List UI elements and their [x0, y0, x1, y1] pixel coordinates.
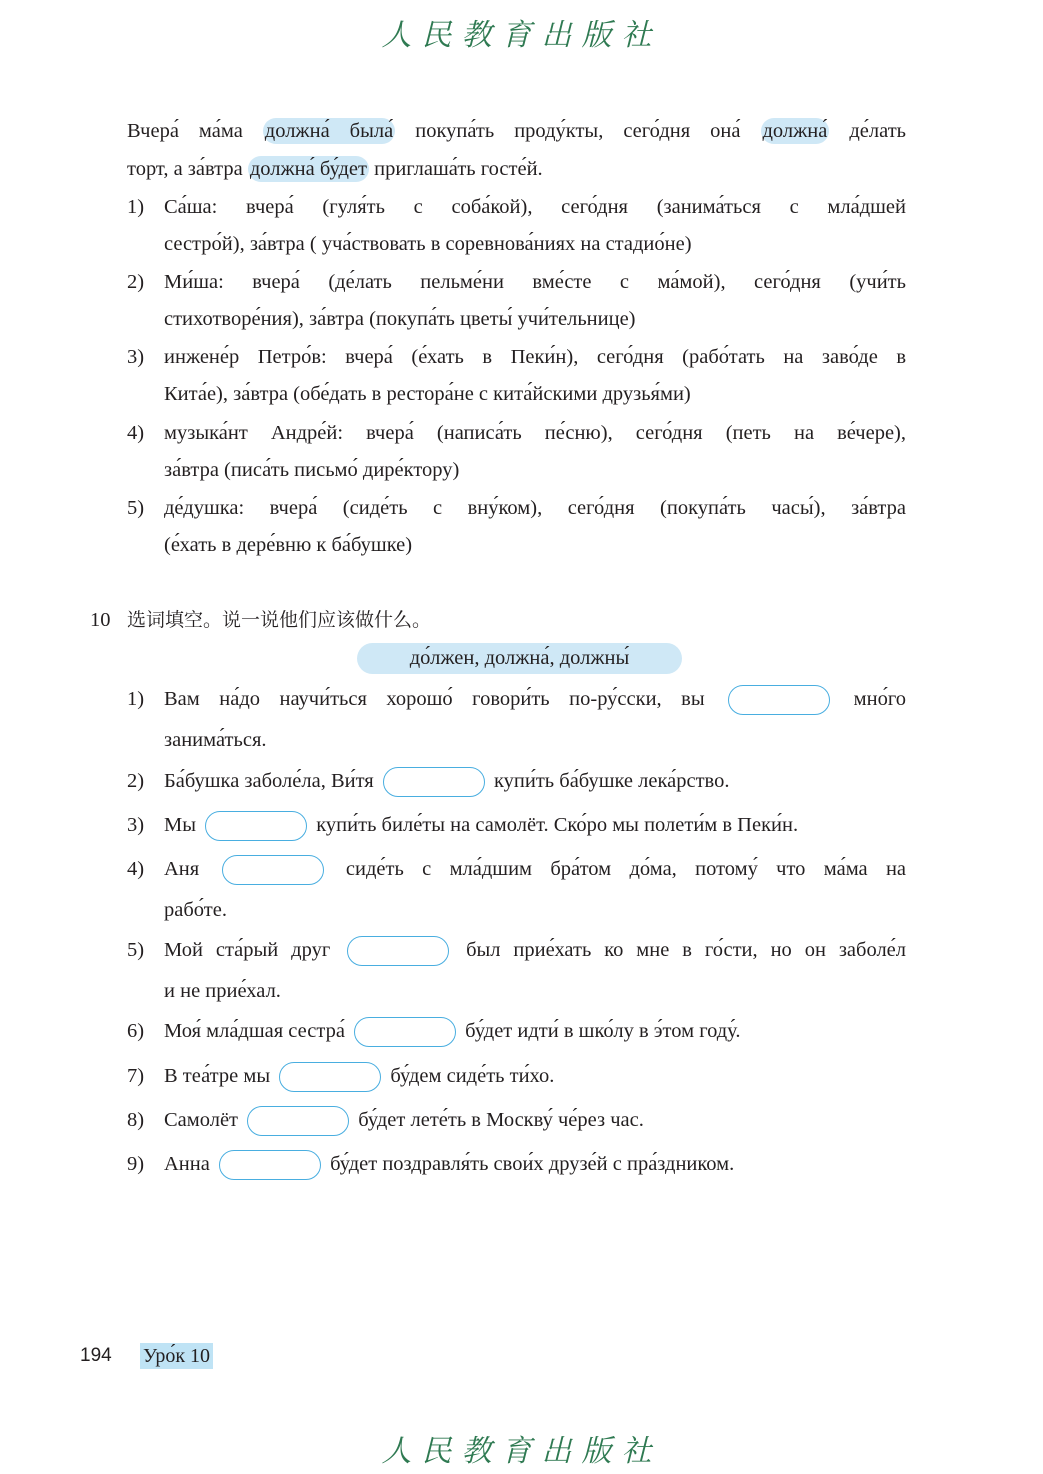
text-after: мно́го — [853, 688, 907, 710]
lesson-label: Уро́к 10 — [140, 1343, 213, 1369]
highlight: должна́ была́ — [264, 120, 394, 142]
item-text-line: де́душка: вчера́ (сиде́ть с вну́ком), сего́дня (покупа́ть часы́), за́втра — [164, 497, 906, 519]
item-text-line: Кита́е), за́втра (обе́дать в рестора́не с кита́йскими друзья́ми) — [164, 383, 691, 405]
exercise-number: 10 — [90, 609, 111, 631]
text-before: В теа́тре мы — [164, 1065, 271, 1087]
text: покупа́ть проду́кты, сего́дня она́ — [395, 120, 761, 142]
item-text-line: занима́ться. — [164, 729, 267, 751]
item-text-line: музыка́нт Андре́й: вчера́ (написа́ть пе́сню), сего́дня (петь на ве́чере), — [164, 422, 906, 444]
item-number: 5) — [127, 497, 145, 519]
publisher-logo: 人民教育出版社 — [381, 18, 662, 53]
text-after: бу́дет поздравля́ть свои́х друзе́й с пра́здником. — [330, 1153, 735, 1175]
item-text-line: Са́ша: вчера́ (гуля́ть с соба́кой), сего́дня (занима́ться с мла́дшей — [164, 196, 906, 218]
text-before: Вам на́до научи́ться хорошо́ говори́ть по-ру́сски, вы — [164, 688, 705, 710]
item-number: 9) — [127, 1153, 145, 1175]
fill-item — [164, 766, 729, 797]
fill-item — [164, 854, 906, 884]
item-number: 1) — [127, 688, 145, 710]
answer-blank[interactable] — [247, 1106, 349, 1136]
item-text-line: инжене́р Петро́в: вчера́ (е́хать в Пеки́н), сего́дня (рабо́тать на заво́де в — [164, 346, 906, 368]
item-text-line: стихотворе́ния), за́втра (покупа́ть цветы́ учи́тельнице) — [164, 308, 636, 330]
item-number: 3) — [127, 814, 145, 836]
item-number: 8) — [127, 1109, 145, 1131]
fill-item — [164, 1149, 734, 1180]
fill-item — [164, 684, 906, 714]
item-text-line: сестро́й), за́втра ( уча́ствовать в соревнова́ниях на стадио́не) — [164, 233, 692, 255]
example-line-1 — [127, 116, 906, 146]
answer-blank[interactable] — [219, 1150, 321, 1180]
text-after: купи́ть ба́бушке лека́рство. — [493, 770, 730, 792]
text-before: Самолёт — [164, 1109, 239, 1131]
answer-blank[interactable] — [347, 936, 449, 966]
item-number: 3) — [127, 346, 145, 368]
fill-item — [164, 1105, 644, 1136]
fill-item — [164, 935, 906, 965]
answer-blank[interactable] — [383, 767, 485, 797]
text: торт, а за́втра — [127, 158, 248, 180]
text-after: бу́дет лете́ть в Москву́ че́рез час. — [358, 1109, 644, 1131]
item-text-line: рабо́те. — [164, 899, 227, 921]
item-number: 4) — [127, 422, 145, 444]
text-before: Мы — [164, 814, 197, 836]
text-after: купи́ть биле́ты на самолёт. Ско́ро мы полети́м в Пеки́н. — [316, 814, 799, 836]
item-text-line: Ми́ша: вчера́ (де́лать пельме́ни вме́сте с ма́мой), сего́дня (учи́ть — [164, 271, 906, 293]
exercise-title: 选词填空。说一说他们应该做什么。 — [127, 609, 432, 631]
text-before: Аня — [164, 858, 200, 880]
text-after: был прие́хать ко мне в го́сти, но он заболе́л — [466, 939, 906, 961]
item-number: 2) — [127, 271, 145, 293]
example-line-2 — [127, 154, 906, 184]
page-number: 194 — [80, 1345, 112, 1366]
fill-item — [164, 1016, 741, 1047]
item-text-line: (е́хать в дере́вню к ба́бушке) — [164, 534, 413, 556]
word-bank: до́лжен, должна́, должны́ — [357, 643, 682, 674]
text-before: Анна — [164, 1153, 210, 1175]
text-after: бу́дем сиде́ть ти́хо. — [390, 1065, 555, 1087]
text-after: бу́дет идти́ в шко́лу в э́том году́. — [465, 1020, 741, 1042]
publisher-logo-bottom: 人民教育出版社 — [381, 1434, 662, 1469]
item-number: 6) — [127, 1020, 145, 1042]
text-before: Моя́ мла́дшая сестра́ — [164, 1020, 345, 1042]
item-number: 4) — [127, 858, 145, 880]
item-text-line: и не прие́хал. — [164, 980, 281, 1002]
item-number: 5) — [127, 939, 145, 961]
text: де́лать — [829, 120, 907, 142]
fill-item — [164, 1061, 554, 1092]
text: Вчера́ ма́ма — [127, 120, 263, 142]
answer-blank[interactable] — [354, 1017, 456, 1047]
highlight: должна́ бу́дет — [249, 158, 367, 180]
answer-blank[interactable] — [205, 811, 307, 841]
text-after: сиде́ть с мла́дшим бра́том до́ма, потому́ что ма́ма на — [345, 858, 907, 880]
item-number: 2) — [127, 770, 145, 792]
fill-item — [164, 810, 798, 841]
text-before: Ба́бушка заболе́ла, Ви́тя — [164, 770, 374, 792]
item-number: 1) — [127, 196, 145, 218]
answer-blank[interactable] — [279, 1062, 381, 1092]
item-text-line: за́втра (писа́ть письмо́ дире́ктору) — [164, 459, 460, 481]
highlight: должна́ — [762, 120, 828, 142]
text: приглаша́ть госте́й. — [368, 158, 543, 180]
item-number: 7) — [127, 1065, 145, 1087]
answer-blank[interactable] — [222, 855, 324, 885]
answer-blank[interactable] — [728, 685, 830, 715]
text-before: Мой ста́рый друг — [164, 939, 331, 961]
